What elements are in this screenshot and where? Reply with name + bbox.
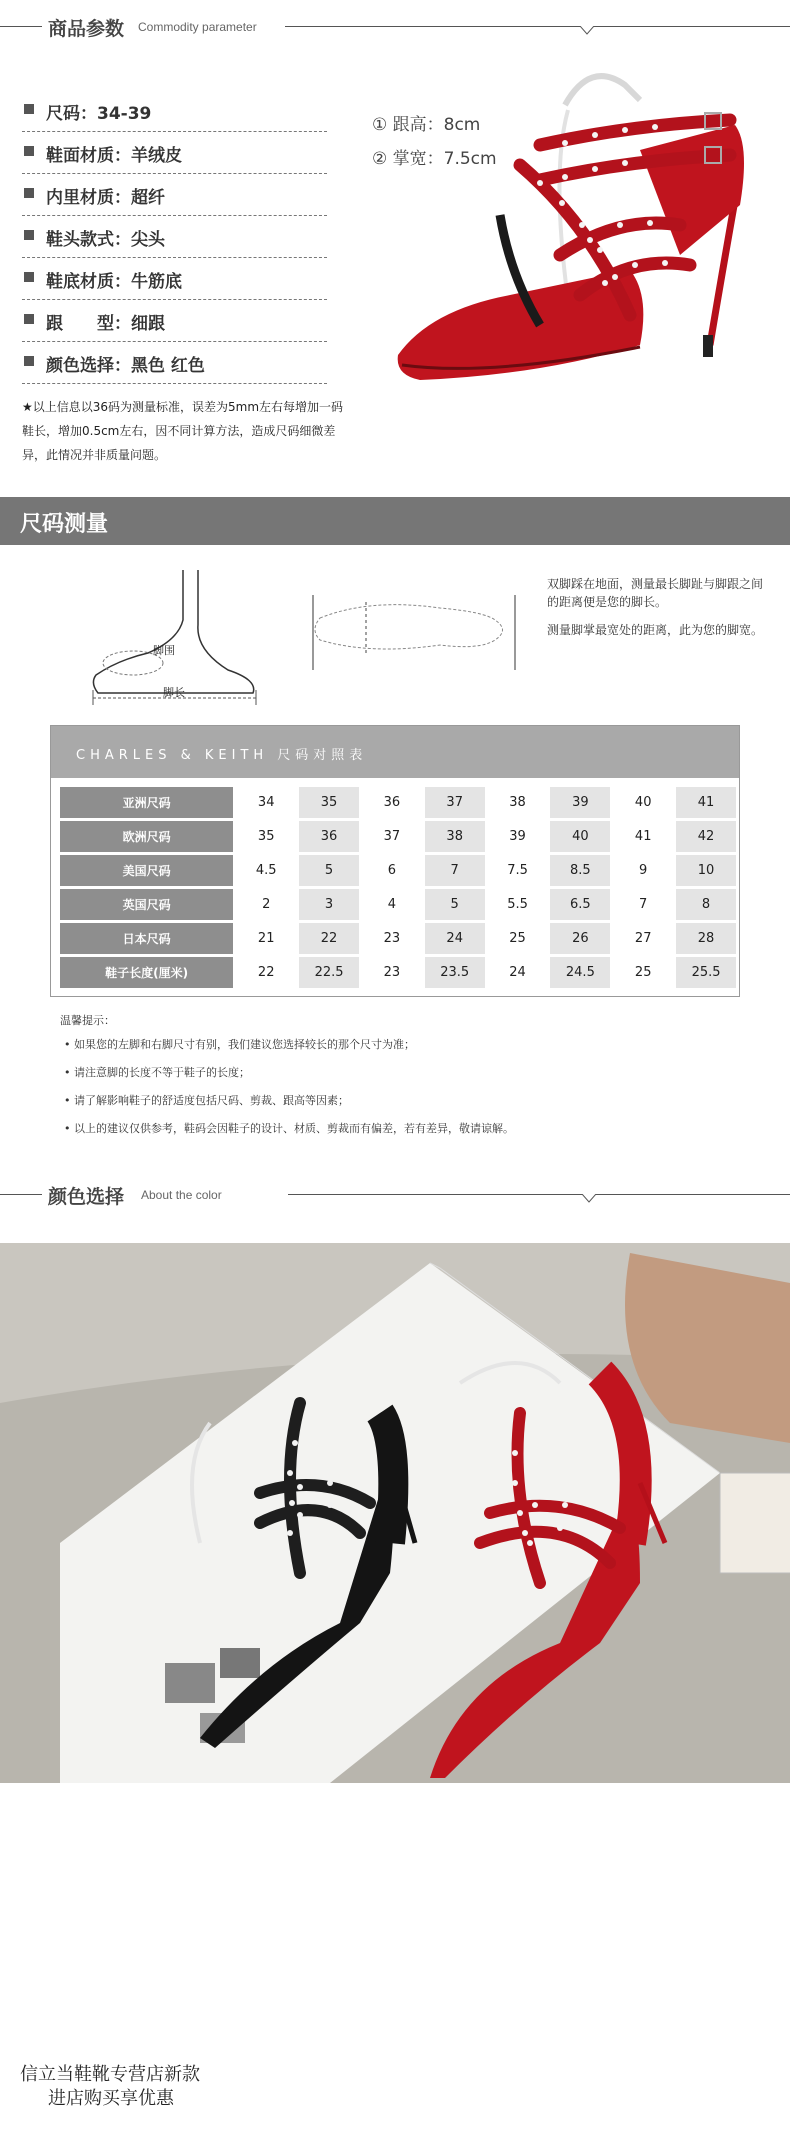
table-cell: 2 [236,889,296,920]
table-cell: 27 [613,923,673,954]
table-cell: 41 [613,821,673,852]
row-label: 亚洲尺码 [60,787,233,818]
promo-footer [20,2063,200,2111]
table-cell: 25.5 [676,957,736,988]
param-section-header [0,12,790,42]
table-cell: 37 [362,821,422,852]
tip-item: • 以上的建议仅供参考，鞋码会因鞋子的设计、材质、剪裁而有偏差，若有差异，敬请谅解。 [64,1122,514,1135]
table-cell: 40 [613,787,673,818]
divider [288,1194,790,1195]
table-cell: 40 [550,821,610,852]
table-cell: 9 [613,855,673,886]
table-cell: 35 [299,787,359,818]
table-cell: 5 [425,889,485,920]
table-cell: 36 [299,821,359,852]
table-cell: 10 [676,855,736,886]
notch-icon [582,1194,596,1203]
divider [285,26,790,27]
table-cell: 24.5 [550,957,610,988]
table-cell: 3 [299,889,359,920]
table-cell: 25 [613,957,673,988]
table-cell: 36 [362,787,422,818]
size-chart [50,725,740,997]
size-table [57,784,739,991]
table-cell: 22.5 [299,957,359,988]
table-cell: 38 [488,787,548,818]
tip-item: • 如果您的左脚和右脚尺寸有别，我们建议您选择较长的那个尺寸为准； [64,1038,415,1051]
table-row [60,889,736,920]
promo-line-1: 信立当鞋靴专营店新款 [20,2064,200,2085]
table-row [60,821,736,852]
square-bullet-icon [24,188,34,198]
heel-height: ① 跟高：8cm [372,115,481,135]
foot-top-diagram [310,590,520,680]
section-subtitle: About the color [141,1188,222,1202]
square-bullet-icon [24,230,34,240]
tips [60,1012,740,1148]
table-cell: 23 [362,957,422,988]
table-row [60,957,736,988]
tip-item: • 请注意脚的长度不等于鞋子的长度； [64,1066,250,1079]
param-item: 颜色选择：黑色 红色 [22,342,327,384]
table-cell: 8.5 [550,855,610,886]
param-list [22,90,327,384]
table-cell: 21 [236,923,296,954]
table-cell: 37 [425,787,485,818]
foot-circle-label: 脚围 [153,644,175,657]
red-shoe-photo [390,55,785,435]
table-cell: 7 [613,889,673,920]
row-label: 欧洲尺码 [60,821,233,852]
size-section-bar [0,497,790,545]
table-cell: 28 [676,923,736,954]
table-cell: 38 [425,821,485,852]
size-chart-title: CHARLES & KEITH 尺码对照表 [76,748,368,763]
table-cell: 5 [299,855,359,886]
table-cell: 42 [676,821,736,852]
param-item: 跟 型：细跟 [22,300,327,342]
table-cell: 24 [425,923,485,954]
square-bullet-icon [24,356,34,366]
table-cell: 7.5 [488,855,548,886]
table-cell: 25 [488,923,548,954]
divider [0,1194,42,1195]
param-note: ★以上信息以36码为测量标准，误差为5mm左右每增加一码鞋长，增加0.5cm左右，因不同计算方法，造成尺码细微差异，此情况并非质量问题。 [22,400,344,462]
row-label: 鞋子长度(厘米) [60,957,233,988]
table-row [60,855,736,886]
divider [0,26,42,27]
section-title: 颜色选择 [48,1186,125,1208]
color-photo [0,1243,790,1783]
color-section-header [0,1180,790,1210]
table-cell: 4 [362,889,422,920]
table-cell: 26 [550,923,610,954]
table-cell: 22 [236,957,296,988]
table-cell: 41 [676,787,736,818]
forefoot-width: ② 掌宽：7.5cm [372,149,497,169]
param-item: 内里材质：超纤 [22,174,327,216]
param-item: 鞋面材质：羊绒皮 [22,132,327,174]
row-label: 英国尺码 [60,889,233,920]
table-cell: 24 [488,957,548,988]
tip-item: • 请了解影响鞋子的舒适度包括尺码、剪裁、跟高等因素； [64,1094,349,1107]
tips-title: 温馨提示： [60,1014,115,1027]
table-cell: 35 [236,821,296,852]
square-bullet-icon [24,146,34,156]
table-cell: 5.5 [488,889,548,920]
param-item: 鞋底材质：牛筋底 [22,258,327,300]
section-title: 商品参数 [48,18,125,40]
row-label: 美国尺码 [60,855,233,886]
measure-instructions: 双脚踩在地面，测量最长脚趾与脚跟之间的距离便是您的脚长。 测量脚掌最宽处的距离，此为您的脚宽。 [547,577,764,637]
table-row [60,787,736,818]
table-cell: 22 [299,923,359,954]
table-cell: 39 [488,821,548,852]
square-bullet-icon [24,272,34,282]
square-bullet-icon [24,314,34,324]
table-cell: 23 [362,923,422,954]
param-item: 鞋头款式：尖头 [22,216,327,258]
table-cell: 6 [362,855,422,886]
row-label: 日本尺码 [60,923,233,954]
table-row [60,923,736,954]
size-chart-header [51,726,739,778]
table-cell: 7 [425,855,485,886]
table-cell: 4.5 [236,855,296,886]
section-subtitle: Commodity parameter [138,20,257,34]
table-cell: 6.5 [550,889,610,920]
promo-line-2: 进店购买享优惠 [48,2088,174,2109]
notch-icon [580,26,594,35]
table-cell: 23.5 [425,957,485,988]
section-title: 尺码测量 [20,512,109,537]
table-cell: 39 [550,787,610,818]
table-cell: 34 [236,787,296,818]
foot-length-label: 脚长 [163,686,185,699]
param-item: 尺码：34-39 [22,90,327,132]
square-bullet-icon [24,104,34,114]
table-cell: 8 [676,889,736,920]
